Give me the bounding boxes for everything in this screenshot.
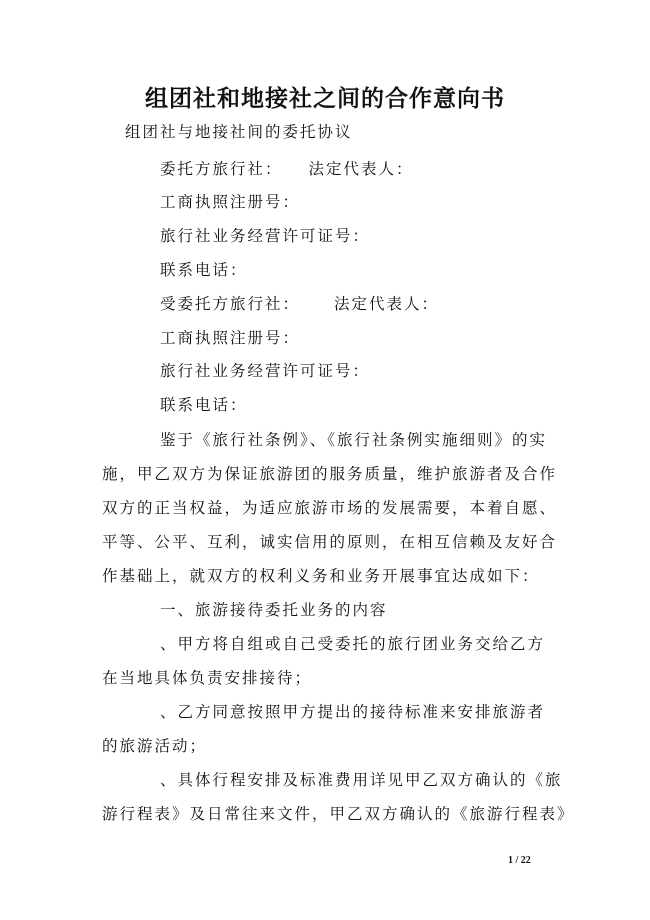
party-a-agency-line: [160, 157, 414, 179]
party-b-agency-label: 受委托方旅行社：: [160, 295, 301, 313]
party-a-business-license-label: 工商执照注册号：: [160, 193, 301, 211]
clause-2-line: 、乙方同意按照甲方提出的接待标准来安排旅游者: [160, 703, 546, 721]
preamble-line: 作基础上，就双方的权利义务和业务开展事宜达成如下：: [102, 567, 540, 585]
clause-3-line: 游行程表》及日常往来文件，甲乙双方确认的《旅游行程表》: [102, 805, 575, 823]
party-b-legal-rep-label: 法定代表人：: [334, 295, 440, 313]
clause-2-line: 的旅游活动；: [102, 737, 208, 755]
preamble-line: 鉴于《旅行社条例》、《旅行社条例实施细则》的实: [160, 431, 548, 449]
clause-3-line: 、具体行程安排及标准费用详见甲乙双方确认的《旅: [160, 771, 563, 789]
clause-1-line: 、甲方将自组或自己受委托的旅行团业务交给乙方: [160, 635, 546, 653]
preamble-line: 施，甲乙双方为保证旅游团的服务质量，维护旅游者及合作: [102, 465, 558, 483]
preamble-line: 平等、公平、互利，诚实信用的原则，在相互信赖及友好合: [102, 533, 558, 551]
party-b-agency-line: [160, 292, 439, 314]
party-a-phone-label: 联系电话：: [160, 261, 248, 279]
page-number: 1 / 22: [508, 855, 531, 866]
party-a-legal-rep-label: 法定代表人：: [308, 160, 414, 178]
document-subtitle: 组团社与地接社间的委托协议: [125, 123, 353, 141]
document-title: 组团社和地接社之间的合作意向书: [145, 86, 505, 112]
party-a-agency-label: 委托方旅行社：: [160, 160, 283, 178]
clause-1-line: 在当地具体负责安排接待；: [102, 669, 313, 687]
party-b-operation-permit-label: 旅行社业务经营许可证号：: [160, 362, 371, 380]
section-1-heading: 一、旅游接待委托业务的内容: [160, 601, 388, 619]
party-b-business-license-label: 工商执照注册号：: [160, 329, 301, 347]
party-b-phone-label: 联系电话：: [160, 396, 248, 414]
preamble-line: 双方的正当权益，为适应旅游市场的发展需要，本着自愿、: [102, 499, 558, 517]
party-a-operation-permit-label: 旅行社业务经营许可证号：: [160, 227, 371, 245]
